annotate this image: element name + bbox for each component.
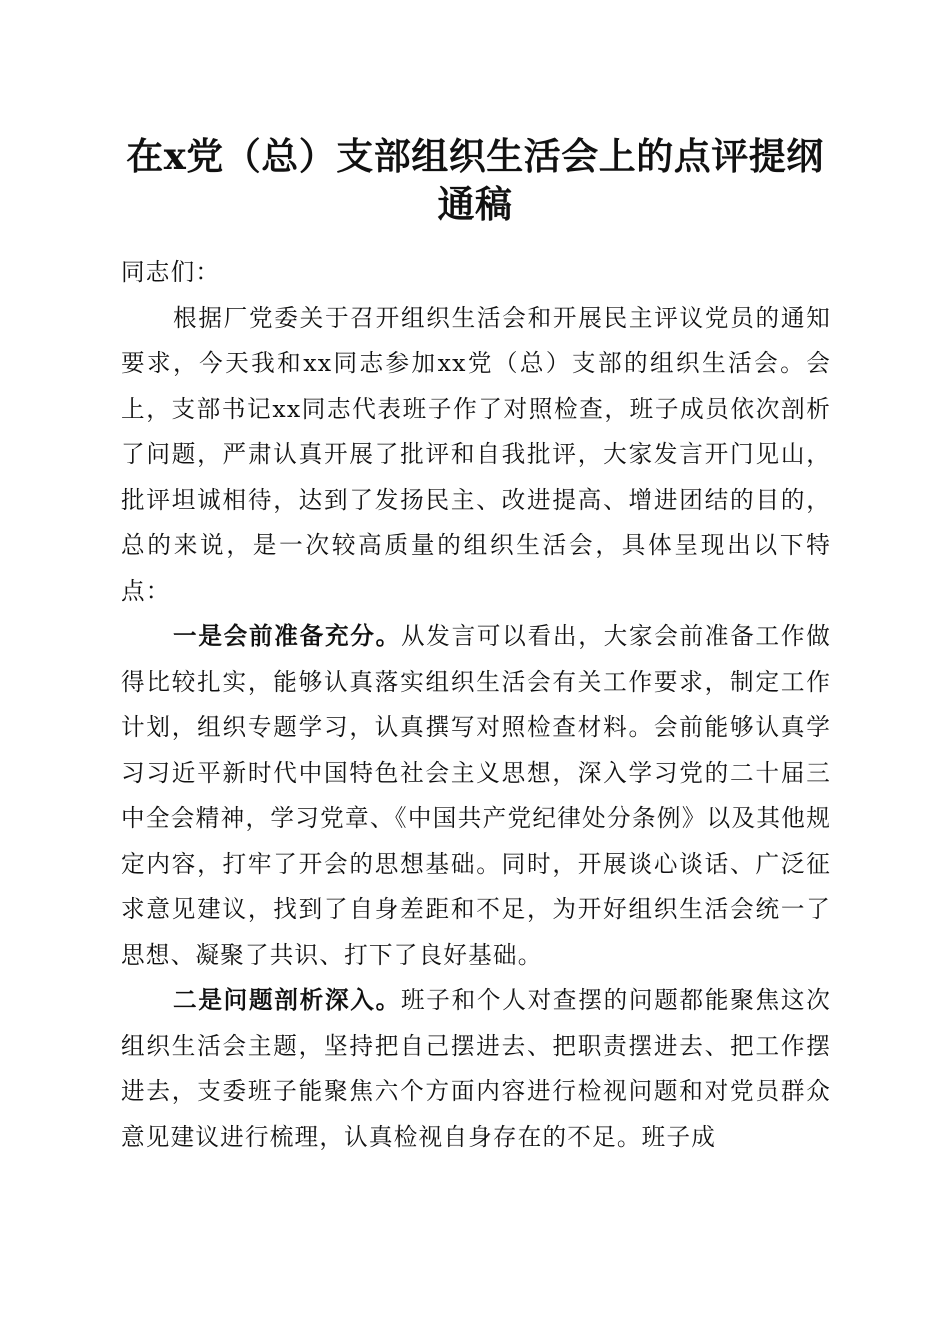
paragraph-intro: [121, 296, 831, 615]
greeting: 同志们：: [121, 258, 221, 286]
paragraph-point-two: [121, 978, 831, 1160]
paragraph-text: 根据厂党委关于召开组织生活会和开展民主评议党员的通知要求，今天我和xx同志参加xx党（总）支部的组织生活会。会上，支部书记xx同志代表班子作了对照检查，班子成员依次剖析了问题，严肃认真开展了批评和自我批评，大家发言开门见山，批评坦诚相待，达到了发扬民主、改进提高、增进团结的目的，总的来说，是一次较高质量的组织生活会，具体呈现出以下特点：: [121, 303, 831, 605]
document-title: 在x党（总）支部组织生活会上的点评提纲通稿: [126, 134, 824, 226]
paragraph-text: 从发言可以看出，大家会前准备工作做得比较扎实，能够认真落实组织生活会有关工作要求，制定工作计划，组织专题学习，认真撰写对照检查材料。会前能够认真学习习近平新时代中国特色社会主义思想，深入学习党的二十届三中全会精神，学习党章、《中国共产党纪律处分条例》以及其他规定内容，打牢了开会的思想基础。同时，开展谈心谈话、广泛征求意见建议，找到了自身差距和不足，为开好组织生活会统一了思想、凝聚了共识、打下了良好基础。: [121, 622, 831, 969]
paragraph-lead: 一是会前准备充分。: [173, 622, 401, 650]
document-body: [121, 250, 831, 1160]
paragraph-point-one: [121, 614, 831, 978]
paragraph-lead: 二是问题剖析深入。: [173, 986, 401, 1014]
paragraph-text: 班子和个人对查摆的问题都能聚焦这次组织生活会主题，坚持把自己摆进去、把职责摆进去、把工作摆进去，支委班子能聚焦六个方面内容进行检视问题和对党员群众意见建议进行梳理，认真检视自身存在的不足。班子成: [121, 986, 831, 1151]
